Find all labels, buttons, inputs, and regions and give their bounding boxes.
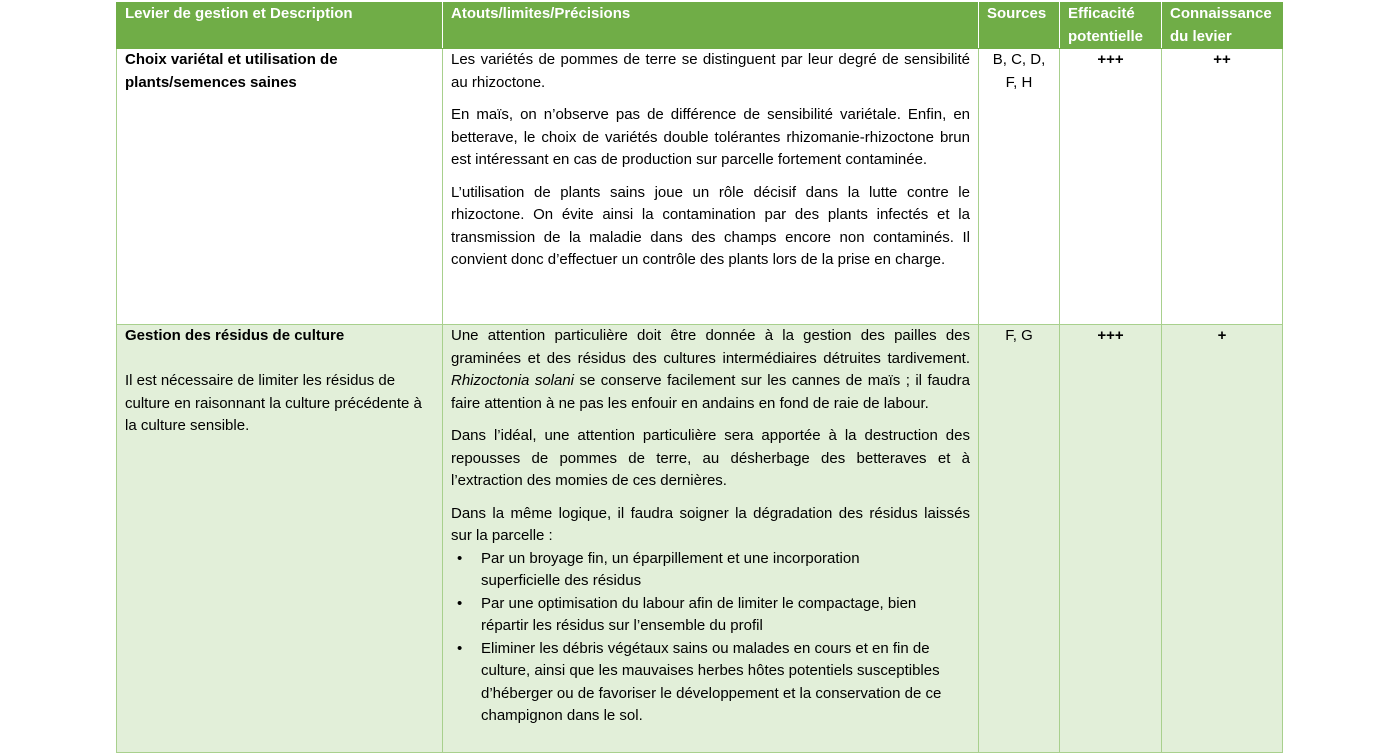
- list-item: [457, 638, 970, 728]
- list-item-text: Par une optimisation du labour afin de limiter le compactage, bien répartir les résidus sur l’ensemble du profil: [481, 594, 917, 634]
- details-paragraph: [451, 325, 970, 415]
- header-details: Atouts/limites/Précisions: [443, 3, 979, 49]
- efficacy-cell: +++: [1060, 325, 1162, 753]
- details-cell: [443, 325, 979, 753]
- lever-cell: [117, 325, 443, 753]
- knowledge-cell: +: [1162, 325, 1283, 753]
- bullet-icon: •: [457, 594, 463, 612]
- list-item-text: Eliminer les débris végétaux sains ou malades en cours et en fin de culture, ainsi que les mauvaises herbes hôtes potentiels susceptibles d’héberger ou de favoriser le développement et la conservation de ce champignon dans le sol.: [481, 639, 942, 724]
- details-paragraph: L’utilisation de plants sains joue un rôle décisif dans la lutte contre le rhizoctone. On évite ainsi la contamination par des plants infectés et la transmission de la maladie dans des champs encore non contaminés. Il convient donc d’effectuer un contrôle des plants lors de la prise en charge.: [451, 183, 970, 268]
- details-paragraph: Dans la même logique, il faudra soigner la dégradation des résidus laissés sur la parcelle :: [451, 504, 970, 544]
- sources-cell: F, G: [979, 325, 1060, 753]
- lever-title: Gestion des résidus de culture: [125, 327, 345, 344]
- header-efficacy: Efficacité potentielle: [1060, 3, 1162, 49]
- bullet-icon: •: [457, 549, 463, 567]
- paragraph-text: se conserve facilement sur les cannes de maïs ; il faudra faire attention à ne pas les enfouir en andains en fond de raie de labour.: [451, 372, 970, 412]
- sources-cell: B, C, D, F, H: [979, 49, 1060, 325]
- table-header-row: [117, 3, 1283, 49]
- details-paragraph: Dans l’idéal, une attention particulière sera apportée à la destruction des repousses de pommes de terre, au désherbage des betteraves et à l’extraction des momies de ces dernières.: [451, 427, 970, 489]
- knowledge-cell: ++: [1162, 49, 1283, 325]
- list-item: [457, 593, 970, 638]
- document-page: [116, 2, 1282, 753]
- header-sources: Sources: [979, 3, 1060, 49]
- details-cell: [443, 49, 979, 325]
- header-knowledge: Connaissance du levier: [1162, 3, 1283, 49]
- lever-description: Il est nécessaire de limiter les résidus de culture en raisonnant la culture précédente à la culture sensible.: [125, 372, 422, 434]
- list-item-text: Par un broyage fin, un éparpillement et une incorporation superficielle des résidus: [481, 549, 860, 589]
- lever-title: Choix variétal et utilisation de plants/semences saines: [117, 49, 443, 325]
- efficacy-cell: +++: [1060, 49, 1162, 325]
- bullet-list: [451, 548, 970, 728]
- paragraph-text: Une attention particulière doit être donnée à la gestion des pailles des graminées et des résidus des cultures intermédiaires détruites tardivement.: [451, 327, 970, 367]
- header-lever: Levier de gestion et Description: [117, 3, 443, 49]
- details-paragraph: Les variétés de pommes de terre se distinguent par leur degré de sensibilité au rhizoctone.: [451, 51, 970, 91]
- list-item: [457, 548, 970, 593]
- table-row: [117, 49, 1283, 325]
- species-name: Rhizoctonia solani: [451, 372, 575, 389]
- table-row: [117, 325, 1283, 753]
- management-levers-table: [116, 2, 1283, 753]
- bullet-icon: •: [457, 639, 463, 657]
- details-paragraph: En maïs, on n’observe pas de différence de sensibilité variétale. Enfin, en betterave, le choix de variétés double tolérantes rhizomanie-rhizoctone brun est intéressant en cas de production sur parcelle fortement contaminée.: [451, 106, 970, 168]
